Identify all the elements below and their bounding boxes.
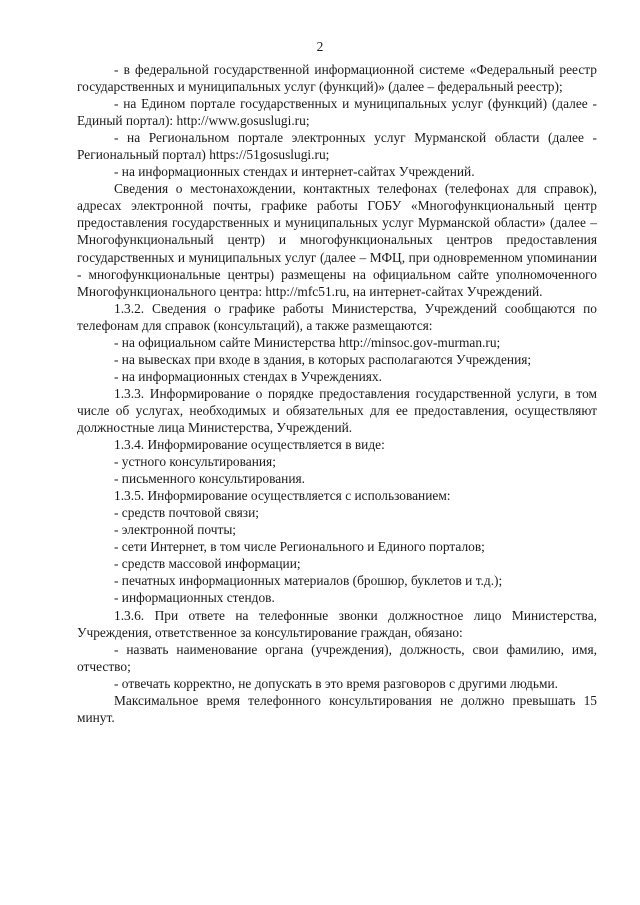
paragraph: - в федеральной государственной информационной системе «Федеральный реестр государственных и муниципальных услуг (функций)» (далее – федеральный реестр); (77, 62, 597, 95)
paragraph: - на Региональном портале электронных услуг Мурманской области (далее - Региональный портал) https://51gosuslugi.ru; (77, 130, 597, 163)
paragraph: - печатных информационных материалов (брошюр, буклетов и т.д.); (114, 573, 503, 589)
paragraph: - средств почтовой связи; (114, 505, 259, 521)
paragraph: Максимальное время телефонного консультирования не должно превышать 15 минут. (77, 692, 597, 725)
paragraph: - на официальном сайте Министерства http://minsoc.gov-murman.ru; (114, 334, 501, 350)
paragraph: - информационных стендов. (114, 590, 275, 606)
paragraph: - сети Интернет, в том числе Регионального и Единого порталов; (114, 539, 485, 555)
paragraph: 1.3.6. При ответе на телефонные звонки должностное лицо Министерства, Учреждения, ответственное за консультирование граждан, обязано: (77, 607, 597, 640)
paragraph: - письменного консультирования. (114, 471, 306, 487)
paragraph: 1.3.3. Информирование о порядке предоставления государственной услуги, в том числе об услугах, необходимых и обязательных для ее предоставления, осуществляют должностные лица Министерства, Учреждений. (77, 385, 597, 435)
paragraph: Сведения о местонахождении, контактных телефонах (телефонах для справок), адресах электронной почты, графике работы ГОБУ «Многофункциональный центр предоставления государственных и муниципальных услуг Мурманской области» (далее – Многофункциональный центр) и многофункциональных центров предоставления государственных и муниципальных услуг (далее – МФЦ, при одновременном упоминании - многофункциональные центры) размещены на официальном сайте уполномоченного Многофункционального центра: http://mfc51.ru, на интернет-сайтах Учреждений. (77, 181, 597, 299)
paragraph: - на информационных стендах и интернет-сайтах Учреждений. (114, 164, 475, 180)
paragraph: - отвечать корректно, не допускать в это время разговоров с другими людьми. (114, 675, 558, 691)
paragraph: - на Едином портале государственных и муниципальных услуг (функций) (далее - Единый портал): http://www.gosuslugi.ru; (77, 96, 597, 129)
paragraph: - на вывесках при входе в здания, в которых располагаются Учреждения; (114, 351, 532, 367)
paragraph: 1.3.5. Информирование осуществляется с использованием: (114, 488, 451, 504)
paragraph: 1.3.2. Сведения о графике работы Министерства, Учреждений сообщаются по телефонам для справок (консультаций), а также размещаются: (77, 300, 597, 333)
document-body (77, 61, 597, 726)
paragraph: - на информационных стендах в Учреждениях. (114, 368, 382, 384)
paragraph: - средств массовой информации; (114, 556, 301, 572)
page-number: 2 (316, 39, 324, 54)
paragraph: - назвать наименование органа (учреждения), должность, свои фамилию, имя, отчество; (77, 641, 597, 674)
paragraph: - устного консультирования; (114, 454, 276, 470)
paragraph: 1.3.4. Информирование осуществляется в виде: (114, 437, 385, 453)
paragraph: - электронной почты; (114, 522, 237, 538)
